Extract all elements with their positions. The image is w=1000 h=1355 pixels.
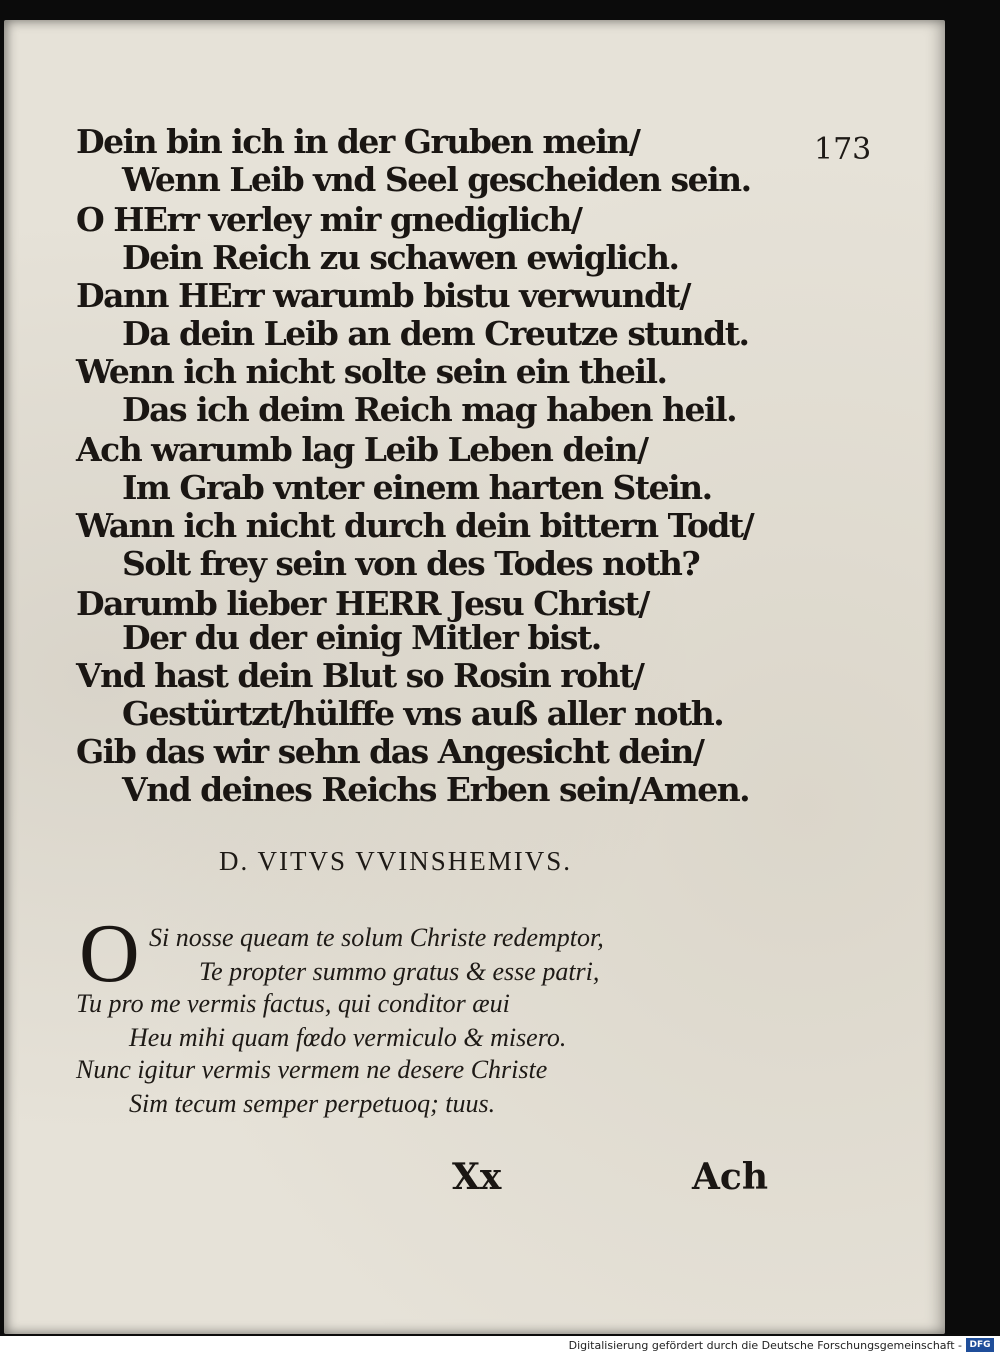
verse-line: Vnd deines Reichs Erben sein/Amen. <box>122 770 750 809</box>
verse-line: Dann HErr warumb bistu verwundt/ <box>76 276 690 315</box>
catchword: Ach <box>692 1156 769 1198</box>
verse-line: Im Grab vnter einem harten Stein. <box>122 468 712 507</box>
verse-line: Solt frey sein von des Todes noth? <box>122 544 700 583</box>
latin-verse-line: Si nosse queam te solum Christe redemptor, <box>149 923 604 952</box>
latin-verse-line: Heu mihi quam fœdo vermiculo & misero. <box>129 1023 567 1052</box>
drop-capital: O <box>79 907 140 1000</box>
page-number: 173 <box>814 132 872 167</box>
verse-line: Darumb lieber HERR Jesu Christ/ <box>76 584 649 623</box>
verse-line: Wann ich nicht durch dein bittern Todt/ <box>76 506 754 545</box>
footer-credit: Digitalisierung gefördert durch die Deutsche Forschungsgemeinschaft - <box>568 1339 962 1352</box>
verse-line: Gestürtzt/hülffe vns auß aller noth. <box>122 694 724 733</box>
verse-line: Da dein Leib an dem Creutze stundt. <box>122 314 749 353</box>
book-page <box>4 20 945 1334</box>
verse-line: Ach warumb lag Leib Leben dein/ <box>76 430 648 469</box>
latin-verse-line: Sim tecum semper perpetuoq; tuus. <box>129 1089 496 1118</box>
latin-verse-line: Nunc igitur vermis vermem ne desere Christe <box>76 1055 548 1084</box>
verse-line: O HErr verley mir gnediglich/ <box>76 200 582 239</box>
verse-line: Das ich deim Reich mag haben heil. <box>122 390 737 429</box>
verse-line: Wenn Leib vnd Seel gescheiden sein. <box>122 160 751 199</box>
verse-line: Gib das wir sehn das Angesicht dein/ <box>76 732 704 771</box>
latin-verse-line: Tu pro me vermis factus, qui conditor æui <box>76 989 510 1018</box>
verse-line: Dein bin ich in der Gruben mein/ <box>76 122 640 161</box>
dfg-logo-icon: DFG <box>966 1338 994 1352</box>
latin-verse-line: Te propter summo gratus & esse patri, <box>199 957 600 986</box>
verse-line: Wenn ich nicht solte sein ein theil. <box>76 352 667 391</box>
verse-line: Dein Reich zu schawen ewiglich. <box>122 238 679 277</box>
author-heading: D. VITVS VVINSHEMIVS. <box>219 846 573 876</box>
verse-line: Vnd hast dein Blut so Rosin roht/ <box>76 656 644 695</box>
verse-line: Der du der einig Mitler bist. <box>122 618 601 657</box>
signature-mark: Xx <box>452 1156 502 1198</box>
